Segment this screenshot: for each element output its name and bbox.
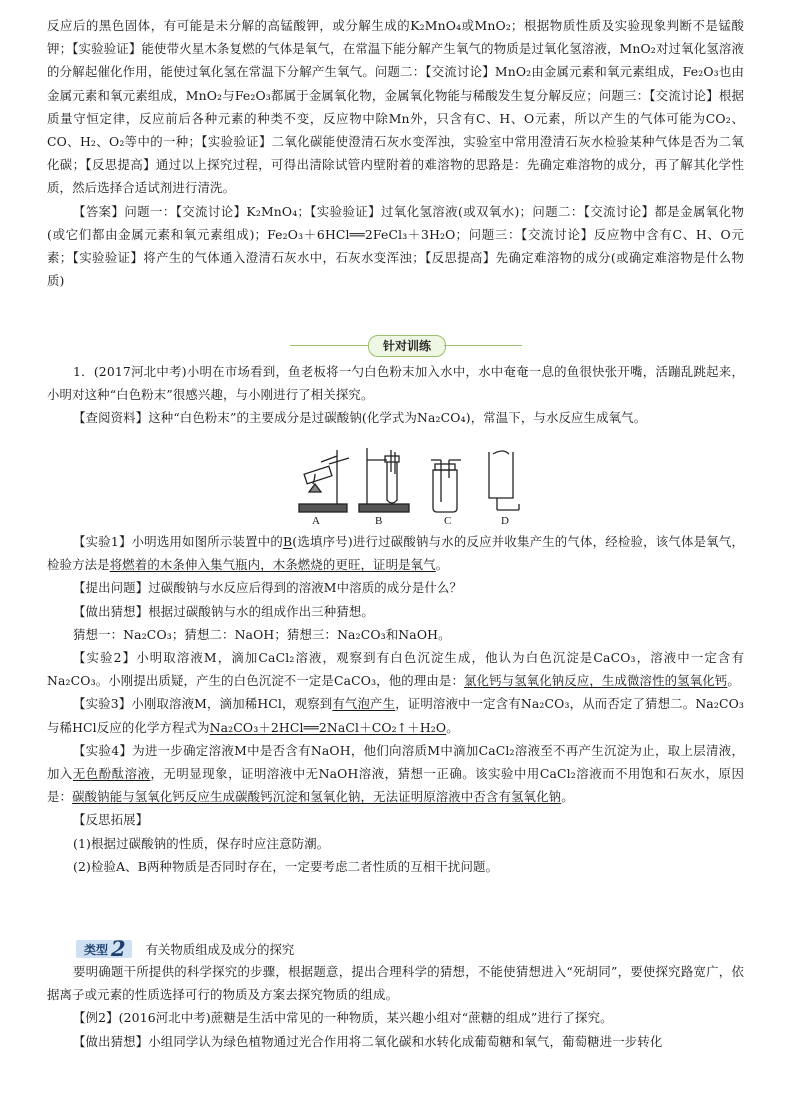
question-1-intro — [47, 360, 744, 430]
experiment-1-text-mid: (选填序号)进行过碳酸钠与水的反应并收集产生的气体，经检验，该气体是氧气，检验方法是 — [47, 534, 745, 573]
experiment-3-text-mid: ，证明溶液中一定含有Na₂CO₃，从而否定了猜想二。Na₂CO₃与稀HCl反应的化学方程式为 — [47, 696, 745, 735]
experiment-4-answer-1: 无色酚酞溶液 — [72, 766, 151, 782]
apparatus-label-b: B — [375, 515, 383, 527]
experiment-4-answer-2: 碳酸钠能与氢氧化钙反应生成碳酸钙沉淀和氢氧化钠，无法证明原溶液中否含有氢氧化钠 — [72, 789, 562, 805]
example-2: 【例2】(2016河北中考)蔗糖是生活中常见的一种物质，某兴趣小组对“蔗糖的组成”进行了探究。 — [73, 1010, 613, 1026]
guess-heading: 【做出猜想】根据过碳酸钠与水的组成作出三种猜想。 — [73, 603, 374, 619]
experiment-3-answer-1: 有气泡产生 — [332, 696, 396, 712]
apparatus-d — [489, 451, 519, 510]
experiment-1-end: 。 — [435, 557, 449, 573]
apparatus-label-a: A — [312, 515, 320, 527]
practice-banner: 针对训练 — [368, 335, 446, 357]
type-badge-number: 2 — [111, 936, 126, 961]
experiment-2-text: 【实验2】小明取溶液M，滴加CaCl₂溶液，观察到有白色沉淀生成，他认为白色沉淀是CaCO₃，溶液中一定含有Na₂CO₃。小刚提出质疑，产生的白色沉淀不一定是CaCO₃，他的理由是： — [47, 650, 744, 689]
experiment-1-answer-1: B — [283, 534, 293, 549]
experiment-2-answer: 氯化钙与氢氧化钠反应，生成微溶性的氢氧化钙 — [463, 673, 728, 689]
reference-info: 【查阅资料】这种“白色粉末”的主要成分是过碳酸钠(化学式为Na₂CO₄)，常温下，与水反应生成氧气。 — [73, 410, 647, 426]
raise-question: 【提出问题】过碳酸钠与水反应后得到的溶液M中溶质的成分是什么？ — [73, 580, 463, 596]
experiment-1 — [47, 530, 744, 576]
experiment-2-end: 。 — [727, 673, 740, 689]
experiment-4-text-mid: ，无明显现象，证明溶液中无NaOH溶液，猜想一正确。该实验中用CaCl₂溶液而不用饱和石灰水，原因是： — [47, 766, 744, 805]
apparatus-label-d: D — [501, 515, 509, 527]
guess-list: 猜想一：Na₂CO₃；猜想二：NaOH；猜想三：Na₂CO₃和NaOH。 — [73, 626, 451, 642]
explanation-block — [47, 14, 744, 292]
experiment-3-end: 。 — [446, 719, 459, 735]
apparatus-b — [359, 448, 409, 512]
experiment-4 — [47, 739, 744, 809]
type-badge-label: 类型 — [84, 942, 109, 957]
banner-left-line — [290, 345, 368, 346]
experiment-4-end: 。 — [561, 789, 574, 805]
experiment-3-text: 【实验3】小刚取溶液M，滴加稀HCl，观察到 — [73, 696, 333, 712]
reflection-1: (1)根据过碳酸钠的性质，保存时应注意防潮。 — [73, 835, 330, 851]
experiment-3 — [47, 692, 744, 738]
answer-text: 【答案】问题一：【交流讨论】K₂MnO₄；【实验验证】过氧化氢溶液(或双氧水)；问题二：【交流讨论】都是金属氧化物(或它们都由金属元素和氧元素组成)；Fe₂O₃＋6HCl══2FeCl₃＋3H₂O；问题三：【交流讨论】反应物中含有C、H、O元素；【实验验证】将产生的气体通入澄清石灰水中，石灰水变浑浊；【反思提高】先确定难溶物的成分(或确定难溶物是什么物质) — [47, 203, 744, 289]
type-2-body: 要明确题干所提供的科学探究的步骤，根据题意，提出合理科学的猜想，不能使猜想进入“死胡同”，要使探究路宽广，依据离子或元素的性质选择可行的物质及方案去探究物质的组成。 — [47, 964, 744, 1003]
experiment-1-answer-2: 将燃着的木条伸入集气瓶内，木条燃烧的更旺，证明是氧气 — [109, 557, 436, 573]
banner-right-line — [444, 345, 522, 346]
type-2-block — [47, 960, 744, 1053]
type-badge — [76, 936, 132, 961]
experiments-block — [47, 530, 744, 878]
apparatus-label-c: C — [444, 515, 452, 527]
apparatus-figure — [293, 446, 533, 518]
explanation-text: 反应后的黑色固体，有可能是未分解的高锰酸钾，或分解生成的K₂MnO₄或MnO₂；根据物质性质及实验现象判断不是锰酸钾；【实验验证】能使带火星木条复燃的气体是氧气，在常温下能分解产生氧气的物质是过氧化氢溶液，MnO₂对过氧化氢溶液的分解起催化作用，能使过氧化氢在常温下分解产生氧气。问题二：【交流讨论】MnO₂由金属元素和氧元素组成，Fe₂O₃也由金属元素和氧元素组成，MnO₂与Fe₂O₃都属于金属氧化物，金属氧化物能与稀酸发生复分解反应；问题三：【交流讨论】根据质量守恒定律，反应前后各种元素的种类不变，反应物中除Mn外，只含有C、H、O元素，所以产生的气体可能为CO₂、CO、H₂、O₂等中的一种；【实验验证】二氧化碳能使澄清石灰水变浑浊，实验室中常用澄清石灰水检验某种气体是否为二氧化碳；【反思提高】通过以上探究过程，可得出清除试管内壁附着的难溶物的思路是：先确定难溶物的成分，再了解其化学性质，然后选择合适试剂进行清洗。 — [47, 18, 744, 196]
experiment-1-text: 【实验1】小明选用如图所示装置中的 — [73, 534, 284, 549]
question-1-text: 1．(2017河北中考)小明在市场看到，鱼老板将一勺白色粉末加入水中，水中奄奄一息的鱼很快张开嘴，活蹦乱跳起来，小明对这种“白色粉末”很感兴趣，与小刚进行了相关探究。 — [47, 364, 744, 403]
type-title: 有关物质组成及成分的探究 — [145, 942, 295, 957]
apparatus-c — [431, 460, 461, 512]
example-2-guess: 【做出猜想】小组同学认为绿色植物通过光合作用将二氧化碳和水转化成葡萄糖和氧气，葡萄糖进一步转化 — [73, 1033, 663, 1049]
apparatus-a — [299, 450, 349, 512]
experiment-3-answer-2: Na₂CO₃＋2HCl══2NaCl＋CO₂↑＋H₂O — [209, 719, 447, 735]
reflection-2: (2)检验A、B两种物质是否同时存在，一定要考虑二者性质的互相干扰问题。 — [73, 858, 499, 874]
experiment-2 — [47, 646, 744, 692]
type-2-heading — [76, 938, 294, 960]
experiment-4-text: 【实验4】为进一步确定溶液M中是否含有NaOH，他们向溶质M中滴加CaCl₂溶液至不再产生沉淀为止，取上层清液，加入 — [47, 742, 744, 782]
reflection-heading: 【反思拓展】 — [73, 812, 149, 828]
